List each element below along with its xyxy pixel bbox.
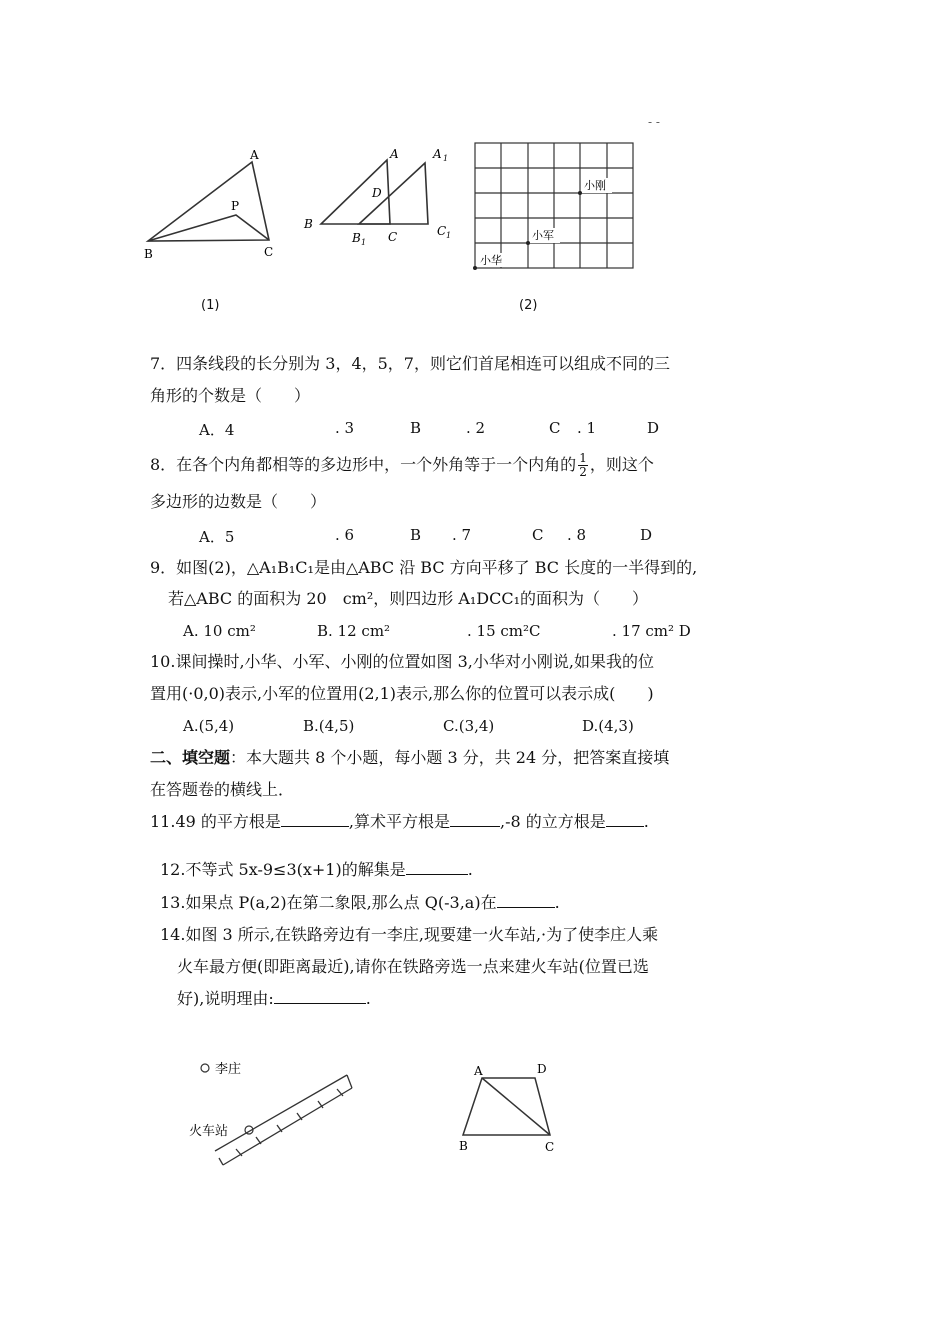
q10-option-d: D.(4,3) [582, 717, 634, 735]
q11-blank-2[interactable] [450, 812, 500, 827]
q13-part2: . [554, 893, 560, 912]
label-D: D [372, 186, 382, 200]
label-A1: A [433, 147, 442, 161]
caption-figure-2: (2) [519, 298, 538, 313]
q8-option-a: A．5 [199, 528, 235, 546]
q8-option-d-val: . 8 [567, 526, 587, 544]
label-B1-sub: 1 [361, 238, 367, 247]
railway-track [215, 1075, 352, 1165]
label-A1-sub: 1 [443, 154, 449, 163]
q7-option-a: A．4 [199, 421, 235, 439]
q8-fraction [578, 452, 588, 479]
q8-option-b-val: . 6 [335, 526, 355, 544]
label-A: A [250, 148, 259, 162]
q14-line3-pre: 好),说明理由: [177, 989, 274, 1008]
section2-title: 二、填空题 [150, 748, 231, 767]
q7-option-b: B [410, 419, 422, 437]
q9-option-b: B. 12 cm² [317, 622, 391, 640]
q8-line1 [150, 452, 654, 479]
q10-option-b: B.(4,5) [303, 717, 355, 735]
label-C: C [545, 1140, 555, 1154]
q14-line1: 14.如图 3 所示,在铁路旁边有一李庄,现要建一火车站,·为了使李庄人乘 [160, 925, 659, 944]
q11-part2: ,算术平方根是 [348, 812, 450, 831]
label-B1: B [352, 231, 361, 245]
q13-blank[interactable] [497, 893, 555, 908]
section2-desc: ：本大题共 8 个小题，每小题 3 分，共 24 分，把答案直接填 [230, 748, 670, 767]
q13 [160, 893, 560, 913]
q7-line1: 7．四条线段的长分别为 3，4，5，7，则它们首尾相连可以组成不同的三 [150, 354, 670, 373]
q10-option-a: A.(5,4) [183, 717, 235, 735]
q10-line1: 10.课间操时,小华、小军、小刚的位置如图 3,小华对小刚说,如果我的位 [150, 652, 654, 671]
q8-fraction-numerator: 1 [579, 451, 587, 465]
q8-option-c: C [532, 526, 544, 544]
label-C1: C [437, 224, 447, 238]
q7-line2: 角形的个数是（ ） [150, 386, 311, 405]
figure-railway-village [185, 1055, 360, 1170]
q9-option-a: A. 10 cm² [183, 622, 256, 640]
q7-option-c: C [549, 419, 561, 437]
q11-blank-1[interactable] [281, 812, 349, 827]
label-lizhuang: 李庄 [215, 1062, 242, 1077]
label-P: P [231, 199, 240, 213]
q8-option-b: B [410, 526, 422, 544]
label-C: C [388, 230, 398, 244]
q9-line2: 若△ABC 的面积为 20 cm²，则四边形 A₁DCC₁的面积为（ ） [168, 589, 649, 608]
label-xiaojun: 小军 [532, 229, 554, 242]
q7-option-d: D [647, 419, 660, 437]
label-A: A [474, 1064, 483, 1078]
q8-line1-post: ，则这个 [589, 455, 654, 474]
q8-option-d: D [640, 526, 653, 544]
q11-part3: ,-8 的立方根是 [500, 812, 606, 831]
q7-option-d-val: . 1 [577, 419, 597, 437]
q8-option-c-val: . 7 [452, 526, 472, 544]
q14-line3 [177, 989, 371, 1009]
label-B: B [304, 217, 313, 231]
label-B: B [459, 1139, 468, 1153]
label-C: C [264, 245, 274, 259]
q11-part1: 11.49 的平方根是 [150, 812, 281, 831]
q9-option-c: . 15 cm²C [467, 622, 541, 640]
q7-option-b-val: . 3 [335, 419, 355, 437]
q8-line2: 多边形的边数是（ ） [150, 492, 327, 511]
q9-option-d: . 17 cm² D [612, 622, 691, 640]
section2-line2: 在答题卷的横线上． [150, 780, 295, 799]
q12-blank[interactable] [406, 860, 468, 875]
q10-option-c: C.(3,4) [443, 717, 495, 735]
section2-line1 [150, 748, 669, 768]
q7-option-c-val: . 2 [466, 419, 486, 437]
figure-translated-triangles [295, 140, 465, 250]
label-D: D [537, 1062, 547, 1076]
figure-trapezoid-abcd [450, 1058, 560, 1158]
label-station: 火车站 [189, 1124, 229, 1139]
label-B: B [144, 247, 153, 261]
q10-line2: 置用(·0,0)表示,小军的位置用(2,1)表示,那么你的位置可以表示成( ) [150, 684, 654, 703]
q12 [160, 860, 473, 880]
q11-blank-3[interactable] [606, 812, 644, 827]
q11-part4: . [643, 812, 649, 831]
label-xiaohua: 小华 [480, 254, 502, 267]
q9-line1: 9．如图(2)，△A₁B₁C₁是由△ABC 沿 BC 方向平移了 BC 长度的一半得到的, [150, 558, 698, 577]
q13-part1: 13.如果点 P(a,2)在第二象限,那么点 Q(-3,a)在 [160, 893, 497, 912]
figure-triangle-abp [140, 140, 290, 270]
corner-mark: - - [648, 115, 660, 129]
q14-line3-post: . [365, 989, 371, 1008]
q11 [150, 812, 649, 832]
label-A: A [390, 147, 399, 161]
caption-figure-1: (1) [201, 298, 220, 313]
label-xiaogang: 小刚 [584, 179, 606, 192]
label-C1-sub: 1 [446, 231, 452, 240]
q12-part1: 12.不等式 5x-9≤3(x+1)的解集是 [160, 860, 406, 879]
q12-part2: . [467, 860, 473, 879]
q8-line1-pre: 8．在各个内角都相等的多边形中，一个外角等于一个内角的 [150, 455, 577, 474]
figure-position-grid [470, 138, 640, 274]
q14-line2: 火车最方便(即距离最近),请你在铁路旁选一点来建火车站(位置已选 [177, 957, 649, 976]
q8-fraction-denominator: 2 [579, 465, 587, 479]
q14-blank[interactable] [274, 989, 366, 1004]
